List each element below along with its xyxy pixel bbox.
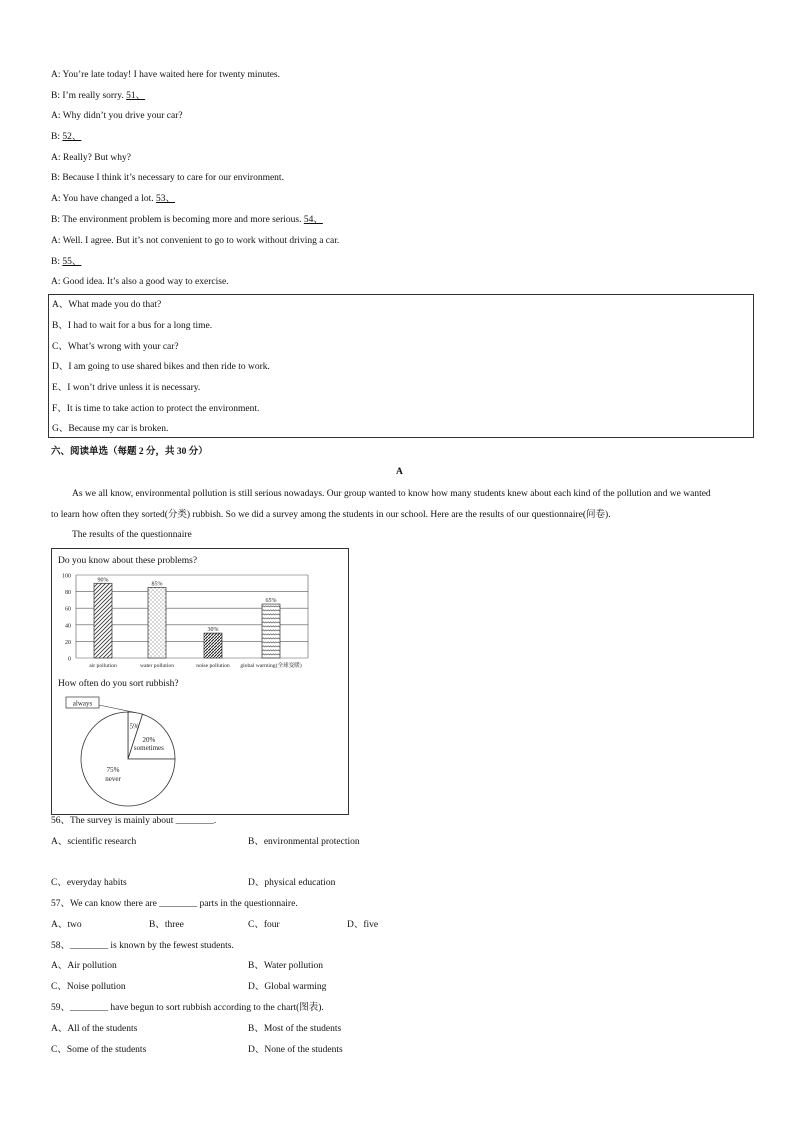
dialogue-line: A: You have changed a lot. 53、 (51, 194, 176, 204)
answer-blank: 52、 (62, 132, 82, 142)
question-stem: 56、The survey is mainly about ________. (51, 816, 217, 826)
questionnaire-figure (51, 548, 349, 815)
option-item: B、I had to wait for a bus for a long time. (52, 321, 213, 331)
answer-option[interactable]: B、three (149, 920, 184, 930)
passage-text: to learn how often they sorted(分类) rubbish. So we did a survey among the students in our school. Here are the results of our questionnaire(问卷). (51, 510, 611, 520)
question-stem: 57、We can know there are ________ parts in the questionnaire. (51, 899, 298, 909)
pie-pct-label: 5% (129, 722, 139, 731)
dialogue-line: B: 55、 (51, 257, 82, 267)
x-tick-label: air pollution (89, 663, 117, 669)
option-item: C、What’s wrong with your car? (52, 342, 179, 352)
bar-value-label: 85% (151, 581, 163, 588)
x-tick-label: water pollution (139, 663, 175, 669)
pie-callout-line (99, 705, 135, 713)
answer-option[interactable]: B、environmental protection (248, 837, 360, 847)
y-tick-label: 40 (65, 623, 71, 630)
figure-caption: The results of the questionnaire (72, 530, 192, 540)
y-tick-label: 0 (68, 656, 71, 663)
bar-chart-title: Do you know about these problems? (58, 556, 198, 566)
dialogue-line: A: Good idea. It’s also a good way to exercise. (51, 277, 229, 287)
x-tick-label: noise pollution (196, 663, 230, 669)
questionnaire-charts (52, 549, 348, 814)
dialogue-line: A: Well. I agree. But it’s not convenient to go to work without driving a car. (51, 236, 340, 246)
dialogue-line: A: Really? But why? (51, 153, 131, 163)
answer-option[interactable]: A、Air pollution (51, 961, 117, 971)
pie-pct-label: 75% (106, 765, 120, 774)
bar (204, 633, 222, 658)
options-box (48, 294, 754, 438)
x-tick-label: global warming(全球变暖) (240, 663, 302, 669)
question-stem: 59、________ have begun to sort rubbish according to the chart(图表). (51, 1003, 324, 1013)
answer-option[interactable]: D、Global warming (248, 982, 327, 992)
y-tick-label: 80 (65, 590, 71, 597)
dialogue-line: A: Why didn’t you drive your car? (51, 111, 183, 121)
answer-option[interactable]: A、scientific research (51, 837, 137, 847)
y-tick-label: 100 (62, 573, 71, 580)
y-tick-label: 20 (65, 639, 71, 646)
pie-pct-label: 20% (142, 735, 156, 744)
answer-blank: 53、 (156, 194, 176, 204)
option-item: F、It is time to take action to protect the environment. (52, 404, 260, 414)
answer-option[interactable]: D、None of the students (248, 1045, 343, 1055)
question-stem: 58、________ is known by the fewest students. (51, 941, 234, 951)
bar-value-label: 90% (97, 577, 109, 584)
answer-option[interactable]: D、physical education (248, 878, 336, 888)
pie-slice-label: never (105, 774, 121, 783)
answer-blank: 51、 (126, 91, 146, 101)
y-tick-label: 60 (65, 606, 71, 613)
answer-option[interactable]: D、five (347, 920, 379, 930)
answer-blank: 54、 (303, 215, 323, 225)
option-item: E、I won’t drive unless it is necessary. (52, 383, 201, 393)
answer-option[interactable]: A、All of the students (51, 1024, 138, 1034)
passage-text: As we all know, environmental pollution is still serious nowadays. Our group wanted to know how many students knew about each kind of the pollution and we wanted (72, 489, 711, 499)
bar (148, 587, 166, 658)
pie-slice-label: always (72, 699, 93, 708)
answer-blank: 55、 (62, 257, 82, 267)
answer-option[interactable]: B、Water pollution (248, 961, 323, 971)
bar-value-label: 65% (265, 598, 277, 605)
answer-option[interactable]: C、four (248, 920, 280, 930)
answer-option[interactable]: C、everyday habits (51, 878, 127, 888)
dialogue-line: B: The environment problem is becoming more and more serious. 54、 (51, 215, 323, 225)
option-item: D、I am going to use shared bikes and then ride to work. (52, 362, 270, 372)
bar-value-label: 30% (207, 627, 219, 634)
bar (94, 583, 112, 658)
bar (262, 604, 280, 658)
dialogue-line: A: You’re late today! I have waited here for twenty minutes. (51, 70, 280, 80)
dialogue-line: B: 52、 (51, 132, 82, 142)
section-heading: 六、阅读单选（每题 2 分，共 30 分） (51, 447, 208, 457)
answer-option[interactable]: C、Noise pollution (51, 982, 126, 992)
answer-option[interactable]: A、two (51, 920, 82, 930)
pie-chart-title: How often do you sort rubbish? (58, 679, 179, 689)
dialogue-line: B: I’m really sorry. 51、 (51, 91, 146, 101)
dialogue-line: B: Because I think it’s necessary to care for our environment. (51, 173, 284, 183)
passage-letter: A (396, 467, 403, 477)
answer-option[interactable]: B、Most of the students (248, 1024, 342, 1034)
option-item: A、What made you do that? (52, 300, 162, 310)
pie-slice-label: sometimes (133, 743, 164, 752)
answer-option[interactable]: C、Some of the students (51, 1045, 147, 1055)
option-item: G、Because my car is broken. (52, 424, 169, 434)
